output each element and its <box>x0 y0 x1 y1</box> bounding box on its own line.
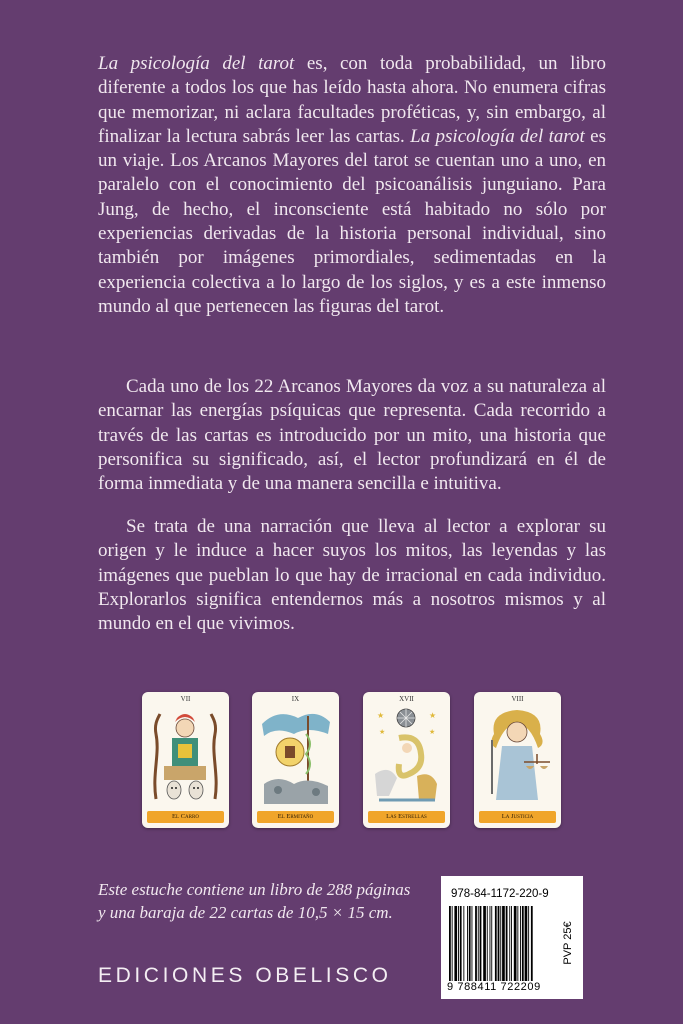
paragraph-1-text-a: es, con toda probabilidad, un libro diferente a todos los que has leído hasta ahora. No enumera cifras que memorizar, ni aclara facultades proféticas, y, sin embargo, al finalizar la lectura sabrás leer las cartas. <box>98 53 606 147</box>
paragraph-3-text: Se trata de una narración que lleva al lector a explorar su origen y le induce a hacer suyos los mitos, las leyendas y las imágenes que pueblan lo que hay de irracional en cada individuo. Explorarlos significa entendernos más a nosotros mismos y al mundo en el que vivimos. <box>98 516 606 635</box>
description-paragraph-2 <box>98 375 606 496</box>
svg-text:★: ★ <box>429 711 437 720</box>
card-numeral: XVII <box>399 695 414 703</box>
barcode-bar <box>498 906 500 981</box>
barcode-bar <box>487 906 488 981</box>
barcode-bar <box>509 906 510 981</box>
barcode-bar <box>483 906 486 981</box>
contents-line-1: Este estuche contiene un libro de 288 páginas <box>98 880 411 899</box>
book-title-1: La psicología del tarot <box>98 53 295 74</box>
barcode-bar <box>520 906 521 981</box>
card-name: La Justicia <box>479 811 556 823</box>
barcode-bar <box>514 906 517 981</box>
barcode-bar <box>472 906 473 981</box>
chariot-illustration <box>148 704 223 808</box>
barcode-bar <box>452 906 453 981</box>
card-name: Las Estrellas <box>368 811 445 823</box>
hermit-illustration <box>258 704 333 808</box>
barcode-bar <box>531 906 533 981</box>
barcode-number: 9 788411 722209 <box>447 981 541 993</box>
barcode-bar <box>506 906 508 981</box>
barcode-bar <box>463 906 464 981</box>
package-contents-note <box>98 878 428 924</box>
paragraph-1-text-b: es un viaje. Los Arcanos Mayores del tarot se cuentan uno a uno, en paralelo con el conocimiento del psicoanálisis junguiano. Para Jung, de hecho, el inconsciente está habitado no sólo por experiencias derivadas de la historia personal individual, sino también por imágenes primordiales, sedimentadas en la experiencia colectiva a lo largo de los siglos, y es a este inmenso mundo al que pertenecen las figuras del tarot. <box>98 125 607 317</box>
barcode-bar <box>525 906 528 981</box>
tarot-card-hermit <box>252 692 339 828</box>
tarot-card-row <box>142 692 542 832</box>
book-title-2: La psicología del tarot <box>410 125 585 147</box>
card-name: El Carro <box>147 811 224 823</box>
barcode-bar <box>480 906 482 981</box>
justice-illustration <box>480 704 555 808</box>
barcode-bar <box>467 906 468 981</box>
card-numeral: IX <box>291 695 300 703</box>
isbn-text: 978-84-1172-220-9 <box>451 888 549 900</box>
price-label <box>560 908 576 978</box>
svg-text:★: ★ <box>429 728 436 736</box>
card-name: El Ermitaño <box>257 811 334 823</box>
barcode-bar <box>460 906 462 981</box>
barcode-bar <box>495 906 497 981</box>
svg-text:★: ★ <box>379 728 386 736</box>
tarot-card-star <box>363 692 450 828</box>
barcode-label <box>441 876 583 999</box>
paragraph-2-text: Cada uno de los 22 Arcanos Mayores da voz a su naturaleza al encarnar las energías psíquicas que representa. Cada recorrido a través de las cartas es introducido por un mito, una historia que personifica su significado, así, el lector profundizará en él de forma inmediata y de una manera sencilla e intuitiva. <box>98 376 606 495</box>
tarot-card-chariot <box>142 692 229 828</box>
barcode-bar <box>449 906 451 981</box>
barcode-bar <box>522 906 524 981</box>
barcode-bar <box>478 906 479 981</box>
svg-text:★: ★ <box>377 711 385 720</box>
barcode-bar <box>491 906 492 981</box>
card-numeral: VIII <box>511 695 524 703</box>
description-paragraph-1 <box>98 52 606 319</box>
barcode-bar <box>511 906 512 981</box>
barcode-bar <box>528 906 529 981</box>
publisher-name: EDICIONES OBELISCO <box>98 964 392 987</box>
barcode-bar <box>500 906 501 981</box>
description-paragraph-3 <box>98 515 606 636</box>
star-illustration <box>369 704 444 808</box>
contents-line-2: y una baraja de 22 cartas de 10,5 × 15 cm. <box>98 903 393 922</box>
tarot-card-justice <box>474 692 561 828</box>
card-numeral: VII <box>180 695 191 703</box>
price-text: PVP 25€ <box>562 921 574 965</box>
barcode-bar <box>502 906 505 981</box>
barcode-bar <box>454 906 457 981</box>
barcode-bar <box>469 906 471 981</box>
barcode-bar <box>490 906 491 981</box>
barcode-image <box>449 906 555 981</box>
barcode-bar <box>517 906 518 981</box>
barcode-bar <box>458 906 459 981</box>
barcode-bar <box>475 906 477 981</box>
